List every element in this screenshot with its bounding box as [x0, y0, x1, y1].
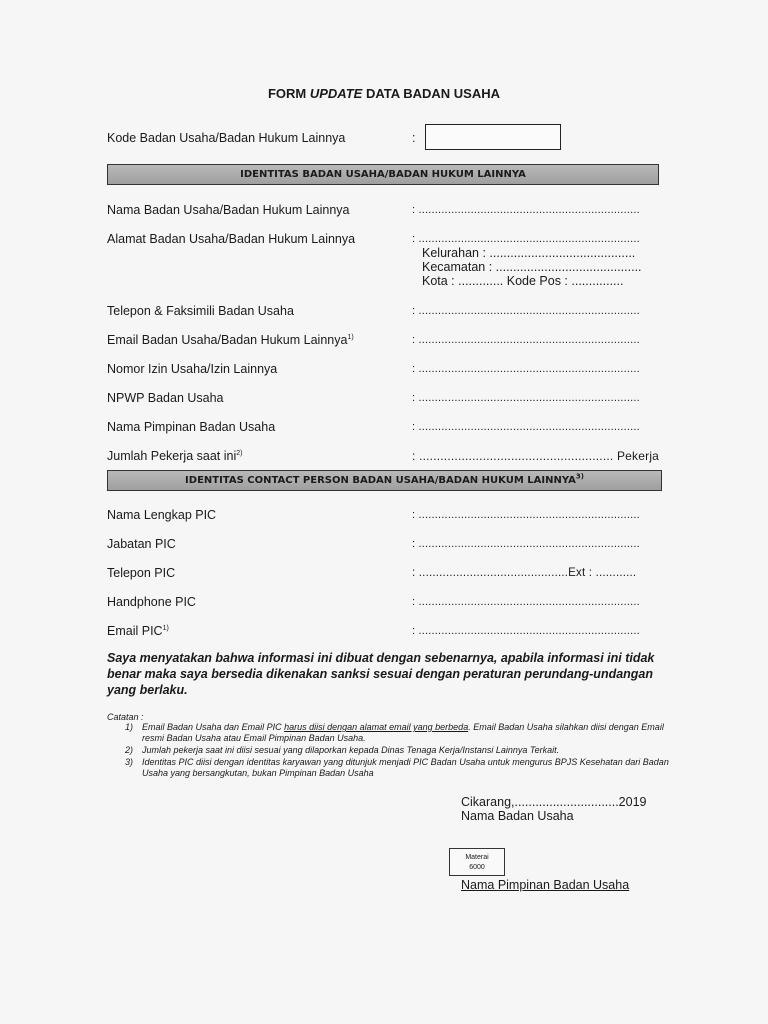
field-value-nama-pimpinan[interactable]: : .................................................................... — [412, 421, 640, 433]
field-value-jumlah-pekerja[interactable]: : ....................................................... Pekerja — [412, 449, 660, 463]
signature-leader-name[interactable]: Nama Pimpinan Badan Usaha — [461, 878, 630, 892]
kode-input-box[interactable] — [425, 124, 561, 150]
materai-stamp-box: Materai 6000 — [449, 848, 505, 876]
field-label-telepon-pic: Telepon PIC — [107, 566, 176, 580]
field-label-email-pic: Email PIC$^{1)}$ — [107, 624, 169, 638]
place-date[interactable]: Cikarang,..............................2019 — [461, 795, 647, 809]
field-label-nama-badan-usaha: Nama Badan Usaha/Badan Hukum Lainnya — [107, 203, 350, 217]
field-label-npwp: NPWP Badan Usaha — [107, 391, 224, 405]
field-value-telepon-faksimili[interactable]: : .................................................................... — [412, 305, 640, 317]
field-label-nomor-izin: Nomor Izin Usaha/Izin Lainnya — [107, 362, 278, 376]
note-2: 2) Jumlah pekerja saat ini diisi sesuai yang dilaporkan kepada Dinas Tenaga Kerja/Instansi Lainnya Terkait. — [125, 745, 560, 755]
field-value-telepon-pic[interactable]: : ............................................Ext : ............ — [412, 567, 637, 579]
field-label-jabatan-pic: Jabatan PIC — [107, 537, 176, 551]
field-value-handphone-pic[interactable]: : .................................................................... — [412, 596, 640, 608]
field-label-handphone-pic: Handphone PIC — [107, 595, 196, 609]
field-value-nama-badan-usaha[interactable]: : .................................................................... — [412, 204, 640, 216]
field-value-alamat[interactable]: : .................................................................... — [412, 233, 640, 245]
field-kota-kodepos[interactable]: Kota : ............. Kode Pos : ............... — [422, 274, 624, 288]
field-value-jabatan-pic[interactable]: : .................................................................... — [412, 538, 640, 550]
section-header-contact-person: IDENTITAS CONTACT PERSON BADAN USAHA/BADAN HUKUM LAINNYA$^{3)}$ — [107, 470, 662, 491]
declaration-statement: Saya menyatakan bahwa informasi ini dibuat dengan sebenarnya, apabila informasi ini tidak benar maka saya bersedia dikenakan sanksi sesuai dengan peraturan perundang-undangan yang berlaku. — [107, 651, 655, 697]
note-1: 1) Email Badan Usaha dan Email PIC harus diisi dengan alamat email yang berbeda. Email Badan Usaha silahkan diisi dengan Email resmi Badan Usaha atau Email Pimpinan Badan Usaha. — [125, 722, 664, 743]
field-label-email-badan-usaha: Email Badan Usaha/Badan Hukum Lainnya$^{1)}$ — [107, 333, 354, 347]
field-value-npwp[interactable]: : .................................................................... — [412, 392, 640, 404]
field-label-jumlah-pekerja: Jumlah Pekerja saat ini$^{2)}$ — [107, 449, 243, 463]
notes-title: Catatan : — [107, 712, 144, 722]
note-3: 3) Identitas PIC diisi dengan identitas karyawan yang ditunjuk menjadi PIC Badan Usaha untuk mengurus BPJS Kesehatan dari Badan Usaha yang bersangkutan, bukan Pimpinan Badan Usaha — [125, 757, 669, 778]
section-header-identitas-badan-usaha: IDENTITAS BADAN USAHA/BADAN HUKUM LAINNYA — [107, 164, 659, 185]
field-label-telepon-faksimili: Telepon & Faksimili Badan Usaha — [107, 304, 294, 318]
kode-colon: : — [412, 131, 416, 145]
field-value-nama-pic[interactable]: : .................................................................... — [412, 509, 640, 521]
field-kelurahan[interactable]: Kelurahan : .......................................... — [422, 246, 636, 260]
kode-label: Kode Badan Usaha/Badan Hukum Lainnya — [107, 131, 346, 145]
field-label-nama-pimpinan: Nama Pimpinan Badan Usaha — [107, 420, 276, 434]
signature-company-name: Nama Badan Usaha — [461, 809, 574, 823]
field-value-email-pic[interactable]: : .................................................................... — [412, 625, 640, 637]
form-title: FORM UPDATE DATA BADAN USAHA — [267, 86, 501, 101]
field-value-nomor-izin[interactable]: : .................................................................... — [412, 363, 640, 375]
field-label-alamat: Alamat Badan Usaha/Badan Hukum Lainnya — [107, 232, 356, 246]
field-kecamatan[interactable]: Kecamatan : .......................................... — [422, 260, 642, 274]
field-value-email-badan-usaha[interactable]: : .................................................................... — [412, 334, 640, 346]
field-label-nama-pic: Nama Lengkap PIC — [107, 508, 217, 522]
